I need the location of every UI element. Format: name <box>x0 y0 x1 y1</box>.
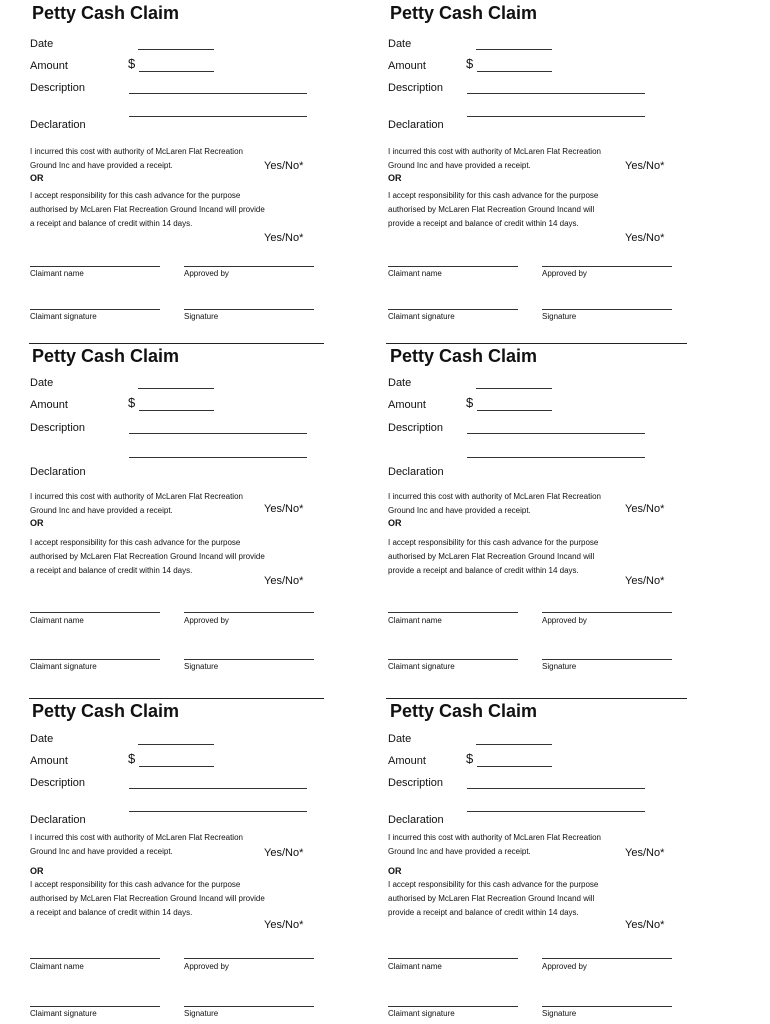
yes-no-option-1[interactable]: Yes/No* <box>625 160 665 172</box>
date-field[interactable] <box>476 744 552 745</box>
description-field-line-2[interactable] <box>129 116 307 117</box>
description-label: Description <box>388 777 444 789</box>
or-label: OR <box>388 173 402 183</box>
claimant-signature-label: Claimant signature <box>30 662 97 671</box>
claimant-signature-label: Claimant signature <box>30 1009 97 1018</box>
signature-field[interactable] <box>542 309 672 310</box>
yes-no-option-1[interactable]: Yes/No* <box>264 847 304 859</box>
claimant-name-field[interactable] <box>30 958 160 959</box>
or-label: OR <box>30 518 44 528</box>
yes-no-option-1[interactable]: Yes/No* <box>625 847 665 859</box>
declaration-label: Declaration <box>388 466 444 478</box>
responsibility-statement: I accept responsibility for this cash advance for the purpose authorised by McLaren Flat Recreation Ground Incand will provide a receipt and balance of credit within 14 days. <box>388 538 599 575</box>
yes-no-option-2[interactable]: Yes/No* <box>264 919 304 931</box>
description-label: Description <box>30 82 86 94</box>
section-divider <box>386 343 687 344</box>
approved-by-field[interactable] <box>184 266 314 267</box>
form-title: Petty Cash Claim <box>390 701 538 721</box>
currency-symbol: $ <box>128 395 136 410</box>
authority-statement: I incurred this cost with authority of McLaren Flat Recreation Ground Inc and have provided a receipt. <box>388 492 601 515</box>
description-field-line-2[interactable] <box>129 457 307 458</box>
approved-by-field[interactable] <box>184 612 314 613</box>
signature-field[interactable] <box>542 659 672 660</box>
authority-statement: I incurred this cost with authority of McLaren Flat Recreation Ground Inc and have provided a receipt. <box>30 147 243 170</box>
section-divider <box>29 698 324 699</box>
description-label: Description <box>30 777 86 789</box>
amount-field[interactable] <box>477 766 552 767</box>
amount-field[interactable] <box>139 410 214 411</box>
claimant-name-field[interactable] <box>388 958 518 959</box>
or-label: OR <box>388 518 402 528</box>
amount-field[interactable] <box>477 71 552 72</box>
approved-by-field[interactable] <box>542 958 672 959</box>
currency-symbol: $ <box>466 395 474 410</box>
date-label: Date <box>30 733 54 745</box>
claimant-signature-field[interactable] <box>388 309 518 310</box>
description-label: Description <box>30 422 86 434</box>
amount-label: Amount <box>388 399 426 411</box>
amount-label: Amount <box>388 755 426 767</box>
claimant-signature-field[interactable] <box>30 659 160 660</box>
date-label: Date <box>30 38 54 50</box>
responsibility-statement: I accept responsibility for this cash advance for the purpose authorised by McLaren Flat Recreation Ground Incand will provide a receipt and balance of credit within 14 days. <box>388 880 599 917</box>
approved-by-label: Approved by <box>542 269 587 278</box>
or-label: OR <box>388 866 402 876</box>
declaration-label: Declaration <box>388 814 444 826</box>
yes-no-option-2[interactable]: Yes/No* <box>625 919 665 931</box>
description-field-line-1[interactable] <box>467 93 645 94</box>
description-field-line-2[interactable] <box>467 811 645 812</box>
currency-symbol: $ <box>128 751 136 766</box>
form-title: Petty Cash Claim <box>32 3 180 23</box>
claimant-name-field[interactable] <box>388 612 518 613</box>
yes-no-option-1[interactable]: Yes/No* <box>264 503 304 515</box>
date-label: Date <box>388 377 412 389</box>
signature-field[interactable] <box>184 659 314 660</box>
yes-no-option-2[interactable]: Yes/No* <box>264 232 304 244</box>
currency-symbol: $ <box>128 56 136 71</box>
description-field-line-1[interactable] <box>467 433 645 434</box>
declaration-label: Declaration <box>388 119 444 131</box>
approved-by-field[interactable] <box>184 958 314 959</box>
claimant-signature-field[interactable] <box>388 1006 518 1007</box>
responsibility-statement: I accept responsibility for this cash advance for the purpose authorised by McLaren Flat Recreation Ground Incand will provide a receipt and balance of credit within 14 days. <box>388 191 599 228</box>
or-label: OR <box>30 173 44 183</box>
yes-no-option-1[interactable]: Yes/No* <box>625 503 665 515</box>
date-field[interactable] <box>138 388 214 389</box>
form-title: Petty Cash Claim <box>32 346 180 366</box>
or-label: OR <box>30 866 44 876</box>
declaration-label: Declaration <box>30 814 86 826</box>
claimant-signature-label: Claimant signature <box>30 312 97 321</box>
authority-statement: I incurred this cost with authority of McLaren Flat Recreation Ground Inc and have provided a receipt. <box>388 833 601 856</box>
responsibility-statement: I accept responsibility for this cash advance for the purpose authorised by McLaren Flat Recreation Ground Incand will provide a receipt and balance of credit within 14 days. <box>30 538 265 575</box>
claimant-name-label: Claimant name <box>30 616 84 625</box>
amount-field[interactable] <box>139 766 214 767</box>
form-title: Petty Cash Claim <box>390 346 538 366</box>
amount-label: Amount <box>388 60 426 72</box>
description-field-line-1[interactable] <box>129 788 307 789</box>
yes-no-option-2[interactable]: Yes/No* <box>264 575 304 587</box>
description-field-line-1[interactable] <box>129 93 307 94</box>
signature-label: Signature <box>542 312 577 321</box>
signature-label: Signature <box>184 1009 219 1018</box>
claimant-name-label: Claimant name <box>388 269 442 278</box>
claimant-name-label: Claimant name <box>30 269 84 278</box>
claimant-signature-label: Claimant signature <box>388 1009 455 1018</box>
signature-label: Signature <box>542 1009 577 1018</box>
authority-statement: I incurred this cost with authority of McLaren Flat Recreation Ground Inc and have provided a receipt. <box>388 147 601 170</box>
responsibility-statement: I accept responsibility for this cash advance for the purpose authorised by McLaren Flat Recreation Ground Incand will provide a receipt and balance of credit within 14 days. <box>30 880 265 917</box>
amount-label: Amount <box>30 399 68 411</box>
approved-by-label: Approved by <box>184 616 229 625</box>
form-title: Petty Cash Claim <box>32 701 180 721</box>
approved-by-field[interactable] <box>542 612 672 613</box>
currency-symbol: $ <box>466 751 474 766</box>
amount-field[interactable] <box>477 410 552 411</box>
date-field[interactable] <box>138 49 214 50</box>
date-field[interactable] <box>138 744 214 745</box>
description-field-line-2[interactable] <box>467 457 645 458</box>
date-label: Date <box>388 38 412 50</box>
description-field-line-1[interactable] <box>467 788 645 789</box>
approved-by-field[interactable] <box>542 266 672 267</box>
yes-no-option-2[interactable]: Yes/No* <box>625 232 665 244</box>
signature-label: Signature <box>542 662 577 671</box>
description-field-line-2[interactable] <box>129 811 307 812</box>
claimant-signature-field[interactable] <box>30 1006 160 1007</box>
claimant-name-field[interactable] <box>30 612 160 613</box>
responsibility-statement: I accept responsibility for this cash advance for the purpose authorised by McLaren Flat Recreation Ground Incand will provide a receipt and balance of credit within 14 days. <box>30 191 265 228</box>
description-label: Description <box>388 422 444 434</box>
approved-by-label: Approved by <box>542 962 587 971</box>
claimant-name-label: Claimant name <box>30 962 84 971</box>
date-field[interactable] <box>476 388 552 389</box>
section-divider <box>386 698 687 699</box>
signature-field[interactable] <box>184 309 314 310</box>
signature-field[interactable] <box>184 1006 314 1007</box>
claimant-signature-field[interactable] <box>30 309 160 310</box>
date-label: Date <box>30 377 54 389</box>
amount-label: Amount <box>30 60 68 72</box>
section-divider <box>29 343 324 344</box>
claimant-signature-label: Claimant signature <box>388 662 455 671</box>
declaration-label: Declaration <box>30 466 86 478</box>
authority-statement: I incurred this cost with authority of McLaren Flat Recreation Ground Inc and have provided a receipt. <box>30 492 243 515</box>
claimant-signature-label: Claimant signature <box>388 312 455 321</box>
yes-no-option-1[interactable]: Yes/No* <box>264 160 304 172</box>
claimant-name-label: Claimant name <box>388 616 442 625</box>
date-field[interactable] <box>476 49 552 50</box>
approved-by-label: Approved by <box>184 962 229 971</box>
yes-no-option-2[interactable]: Yes/No* <box>625 575 665 587</box>
amount-label: Amount <box>30 755 68 767</box>
claimant-name-field[interactable] <box>388 266 518 267</box>
claimant-name-label: Claimant name <box>388 962 442 971</box>
signature-label: Signature <box>184 312 219 321</box>
claimant-name-field[interactable] <box>30 266 160 267</box>
authority-statement: I incurred this cost with authority of McLaren Flat Recreation Ground Inc and have provided a receipt. <box>30 833 243 856</box>
form-title: Petty Cash Claim <box>390 3 538 23</box>
declaration-label: Declaration <box>30 119 86 131</box>
amount-field[interactable] <box>139 71 214 72</box>
description-field-line-2[interactable] <box>467 116 645 117</box>
currency-symbol: $ <box>466 56 474 71</box>
claimant-signature-field[interactable] <box>388 659 518 660</box>
description-field-line-1[interactable] <box>129 433 307 434</box>
description-label: Description <box>388 82 444 94</box>
signature-field[interactable] <box>542 1006 672 1007</box>
approved-by-label: Approved by <box>542 616 587 625</box>
date-label: Date <box>388 733 412 745</box>
approved-by-label: Approved by <box>184 269 229 278</box>
signature-label: Signature <box>184 662 219 671</box>
